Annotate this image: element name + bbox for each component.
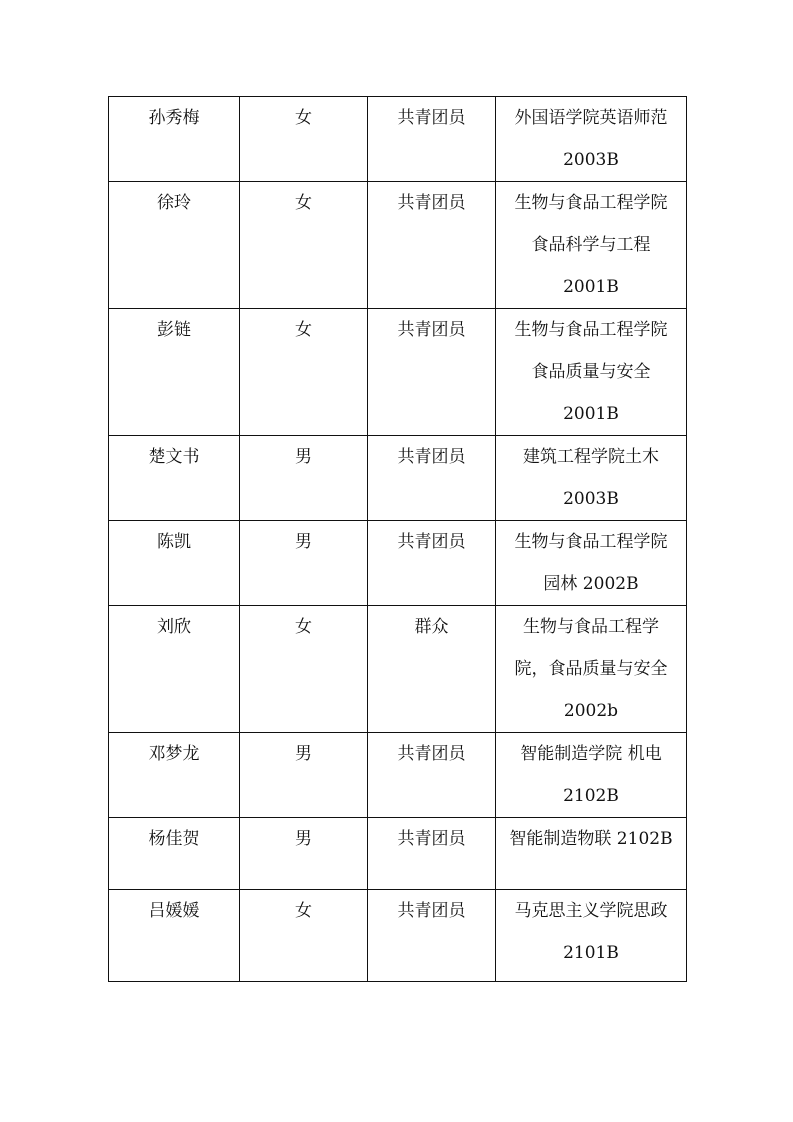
political-status-cell: 共青团员: [368, 436, 496, 521]
table-row: [109, 436, 687, 521]
gender-cell: 女: [240, 890, 368, 982]
department-line: 马克思主义学院思政: [514, 901, 668, 921]
department-line: 食品质量与安全: [531, 362, 651, 382]
department-cell: [496, 521, 687, 606]
department-line: 智能制造物联 2102B: [509, 829, 673, 849]
table-row: [109, 733, 687, 818]
name-cell: 杨佳贺: [109, 818, 240, 890]
political-status-cell: 群众: [368, 606, 496, 733]
name-cell: 彭链: [109, 309, 240, 436]
department-line: 院，食品质量与安全: [514, 659, 668, 679]
name-cell: 楚文书: [109, 436, 240, 521]
name-cell: 陈凯: [109, 521, 240, 606]
gender-cell: 男: [240, 521, 368, 606]
political-status-cell: 共青团员: [368, 97, 496, 182]
gender-cell: 男: [240, 818, 368, 890]
department-line: 2102B: [563, 786, 619, 806]
department-line: 园林 2002B: [543, 574, 639, 594]
gender-cell: 男: [240, 733, 368, 818]
department-line: 2001B: [563, 404, 619, 424]
name-cell: 邓梦龙: [109, 733, 240, 818]
department-cell: [496, 97, 687, 182]
political-status-cell: 共青团员: [368, 182, 496, 309]
name-cell: 徐玲: [109, 182, 240, 309]
department-line: 生物与食品工程学: [523, 617, 659, 637]
gender-cell: 女: [240, 182, 368, 309]
table-row: [109, 521, 687, 606]
table-row: [109, 309, 687, 436]
department-line: 2001B: [563, 277, 619, 297]
department-line: 生物与食品工程学院: [514, 532, 668, 552]
department-line: 生物与食品工程学院: [514, 193, 668, 213]
department-line: 智能制造学院 机电: [520, 744, 662, 764]
department-line: 2101B: [563, 943, 619, 963]
name-cell: 吕媛媛: [109, 890, 240, 982]
member-table: [108, 96, 687, 982]
name-cell: 孙秀梅: [109, 97, 240, 182]
department-cell: [496, 309, 687, 436]
table-row: [109, 890, 687, 982]
department-line: 外国语学院英语师范: [514, 108, 668, 128]
table-row: [109, 182, 687, 309]
department-line: 2003B: [563, 489, 619, 509]
table-row: [109, 606, 687, 733]
name-cell: 刘欣: [109, 606, 240, 733]
department-cell: [496, 733, 687, 818]
department-cell: [496, 606, 687, 733]
political-status-cell: 共青团员: [368, 309, 496, 436]
department-line: 2003B: [563, 150, 619, 170]
department-cell: [496, 890, 687, 982]
political-status-cell: 共青团员: [368, 733, 496, 818]
political-status-cell: 共青团员: [368, 818, 496, 890]
department-line: 生物与食品工程学院: [514, 320, 668, 340]
department-cell: [496, 436, 687, 521]
department-cell: [496, 182, 687, 309]
gender-cell: 女: [240, 97, 368, 182]
table-row: [109, 97, 687, 182]
table-row: [109, 818, 687, 890]
gender-cell: 女: [240, 309, 368, 436]
gender-cell: 女: [240, 606, 368, 733]
department-line: 2002b: [563, 701, 619, 721]
political-status-cell: 共青团员: [368, 521, 496, 606]
department-cell: [496, 818, 687, 890]
gender-cell: 男: [240, 436, 368, 521]
political-status-cell: 共青团员: [368, 890, 496, 982]
department-line: 建筑工程学院土木: [523, 447, 659, 467]
department-line: 食品科学与工程: [531, 235, 651, 255]
